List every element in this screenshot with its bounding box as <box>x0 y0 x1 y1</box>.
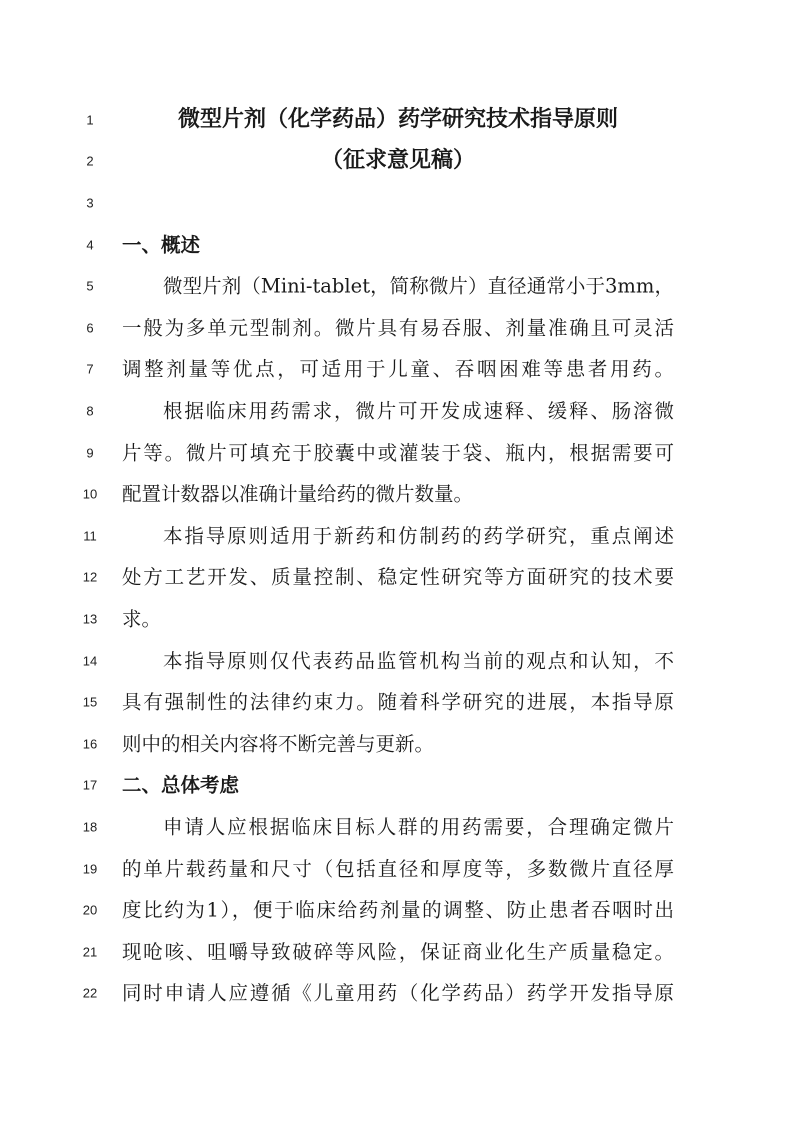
document-line <box>0 182 793 224</box>
document-line <box>0 473 793 515</box>
line-number: 13 <box>82 611 98 627</box>
line-number: 1 <box>86 112 94 128</box>
line-number: 19 <box>82 861 98 877</box>
line-number: 21 <box>82 944 98 960</box>
paragraph-text: 本指导原则适用于新药和仿制药的药学研究，重点阐述 <box>163 524 674 548</box>
line-number: 6 <box>86 320 94 336</box>
line-number: 5 <box>86 278 94 294</box>
line-number: 12 <box>82 569 98 585</box>
line-number: 14 <box>82 653 98 669</box>
paragraph-text: 一般为多单元型制剂。微片具有易吞服、剂量准确且可灵活 <box>122 316 674 340</box>
document-line <box>0 598 793 640</box>
document-line <box>0 307 793 349</box>
document-line <box>0 349 793 391</box>
paragraph-text: 本指导原则仅代表药品监管机构当前的观点和认知，不 <box>163 648 674 672</box>
paragraph-text: 微型片剂（Mini-tablet，简称微片）直径通常小于3mm， <box>163 274 674 298</box>
line-number: 9 <box>86 445 94 461</box>
document-line <box>0 557 793 599</box>
paragraph-text: 申请人应根据临床目标人群的用药需要，合理确定微片 <box>163 815 674 839</box>
document-line <box>0 848 793 890</box>
paragraph-text: 则中的相关内容将不断完善与更新。 <box>122 732 435 756</box>
document-line <box>0 432 793 474</box>
document-line <box>0 265 793 307</box>
line-number: 2 <box>86 153 94 169</box>
line-number: 8 <box>86 403 94 419</box>
document-line <box>0 390 793 432</box>
line-number: 18 <box>82 819 98 835</box>
line-number: 17 <box>82 777 98 793</box>
document-line <box>0 973 793 1015</box>
document-line <box>0 224 793 266</box>
line-number: 22 <box>82 985 98 1001</box>
paragraph-text: 具有强制性的法律约束力。随着科学研究的进展，本指导原 <box>122 690 674 714</box>
document-title: 微型片剂（化学药品）药学研究技术指导原则 <box>177 106 618 132</box>
section-heading-general-considerations: 二、总体考虑 <box>122 773 240 797</box>
paragraph-text: 同时申请人应遵循《儿童用药（化学药品）药学开发指导原 <box>122 981 674 1005</box>
paragraph-text: 片等。微片可填充于胶囊中或灌装于袋、瓶内，根据需要可 <box>122 440 674 464</box>
paragraph-text: 的单片载药量和尺寸（包括直径和厚度等，多数微片直径厚 <box>122 856 674 880</box>
document-line <box>0 141 793 183</box>
document-line <box>0 931 793 973</box>
paragraph-text: 配置计数器以准确计量给药的微片数量。 <box>122 482 474 506</box>
document-line <box>0 681 793 723</box>
line-number: 16 <box>82 736 98 752</box>
paragraph-text: 处方工艺开发、质量控制、稳定性研究等方面研究的技术要 <box>122 565 674 589</box>
line-number: 11 <box>83 528 97 544</box>
paragraph-text: 求。 <box>122 607 162 631</box>
document-line <box>0 806 793 848</box>
line-number: 20 <box>82 902 98 918</box>
document-line <box>0 515 793 557</box>
line-number: 3 <box>86 195 94 211</box>
line-number: 7 <box>86 361 94 377</box>
paragraph-text: 调整剂量等优点，可适用于儿童、吞咽困难等患者用药。 <box>122 357 674 381</box>
document-line <box>0 765 793 807</box>
document-subtitle: （征求意见稿） <box>320 148 475 174</box>
line-number: 15 <box>82 694 98 710</box>
section-heading-overview: 一、概述 <box>122 232 201 256</box>
document-line <box>0 723 793 765</box>
document-line <box>0 640 793 682</box>
line-number: 10 <box>82 486 98 502</box>
document-line <box>0 99 793 141</box>
paragraph-text: 度比约为1），便于临床给药剂量的调整、防止患者吞咽时出 <box>122 898 674 922</box>
document-line <box>0 889 793 931</box>
line-number: 4 <box>86 237 94 253</box>
paragraph-text: 现呛咳、咀嚼导致破碎等风险，保证商业化生产质量稳定。 <box>122 940 674 964</box>
paragraph-text: 根据临床用药需求，微片可开发成速释、缓释、肠溶微 <box>163 399 674 423</box>
